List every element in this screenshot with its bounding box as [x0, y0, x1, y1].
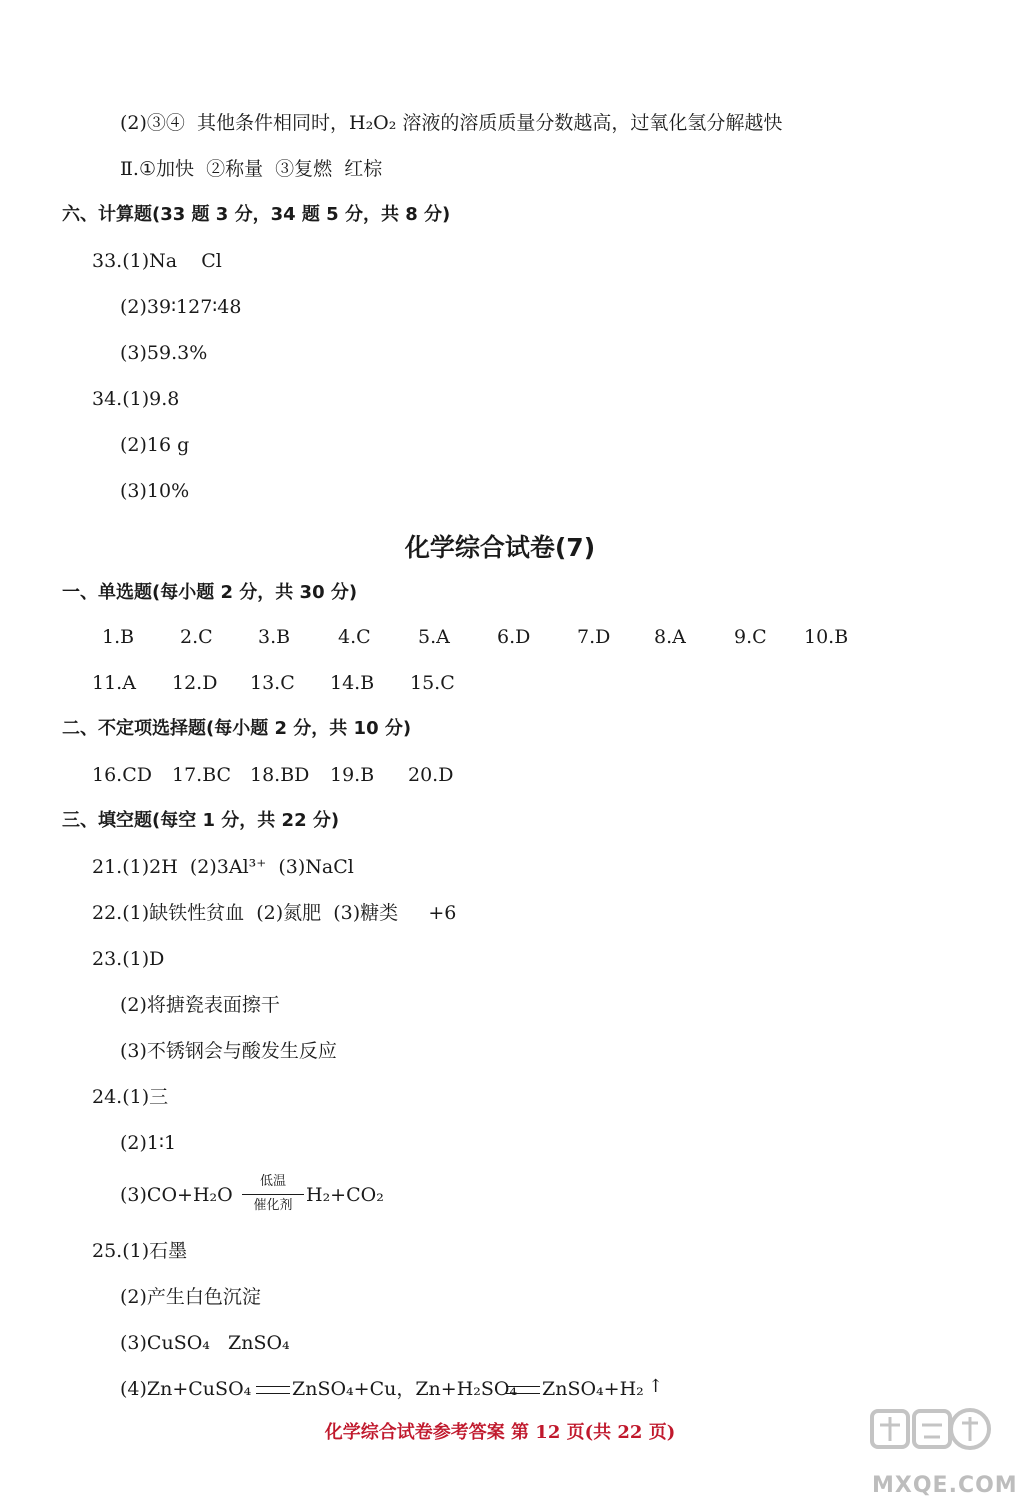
answer-line: 33.(1)Na Cl: [92, 250, 222, 272]
equation-right: H₂+CO₂: [306, 1184, 384, 1206]
reaction-condition-top: 低温: [259, 1174, 286, 1189]
answer-item: 4.C: [338, 626, 371, 648]
answer-line: 21.(1)2H (2)3Al³⁺ (3)NaCl: [92, 856, 354, 878]
answer-item: 20.D: [408, 764, 454, 786]
paper-title: 化学综合试卷(7): [404, 533, 596, 562]
watermark-text: MXQE.COM: [872, 1473, 1018, 1498]
answer-line: 22.(1)缺铁性贫血 (2)氮肥 (3)糖类 +6: [92, 902, 457, 924]
answer-item: 17.BC: [172, 764, 232, 786]
gas-arrow-icon: ↑: [648, 1376, 664, 1397]
answer-item: 3.B: [258, 626, 291, 648]
answer-line: (3)CuSO₄ ZnSO₄: [120, 1332, 290, 1354]
answer-line: 23.(1)D: [92, 948, 165, 970]
answer-line: (2)产生白色沉淀: [120, 1286, 261, 1308]
answer-line: (2)③④ 其他条件相同时，H₂O₂ 溶液的溶质质量分数越高，过氧化氢分解越快: [120, 112, 783, 134]
answer-line: (3)不锈钢会与酸发生反应: [120, 1040, 337, 1062]
answer-item: 14.B: [330, 672, 375, 694]
answer-line: 24.(1)三: [92, 1086, 169, 1108]
answer-item: 12.D: [172, 672, 218, 694]
answer-item: 10.B: [804, 626, 849, 648]
section-header: 六、计算题(33 题 3 分，34 题 5 分，共 8 分): [62, 204, 451, 225]
answer-item: 15.C: [410, 672, 455, 694]
answer-line: 25.(1)石墨: [92, 1240, 188, 1262]
page-footer: 化学综合试卷参考答案 第 12 页(共 22 页): [324, 1422, 676, 1443]
answer-line: (3)59.3%: [120, 342, 208, 364]
answer-line: (2)将搪瓷表面擦干: [120, 994, 280, 1016]
answer-item: 11.A: [92, 672, 136, 694]
equation-part: ZnSO₄+Cu，Zn+H₂SO₄: [292, 1378, 518, 1400]
section-header: 二、不定项选择题(每小题 2 分，共 10 分): [62, 718, 412, 739]
section-header: 三、填空题(每空 1 分，共 22 分): [62, 810, 340, 831]
answer-line: (2)39∶127∶48: [120, 296, 242, 318]
answer-item: 5.A: [418, 626, 450, 648]
answer-item: 7.D: [577, 626, 611, 648]
reaction-condition-bottom: 催化剂: [253, 1198, 293, 1213]
answer-item: 13.C: [250, 672, 295, 694]
equals-bar: [256, 1386, 290, 1394]
watermark-logo: [866, 1403, 1018, 1498]
answer-item: 18.BD: [250, 764, 310, 786]
reaction-arrow-bar: [242, 1194, 304, 1195]
answer-line: (3)10%: [120, 480, 190, 502]
answer-item: 1.B: [102, 626, 135, 648]
equals-bar: [506, 1386, 540, 1394]
answer-line: 34.(1)9.8: [92, 388, 180, 410]
section-header: 一、单选题(每小题 2 分，共 30 分): [62, 582, 358, 603]
answer-item: 16.CD: [92, 764, 152, 786]
answer-item: 6.D: [497, 626, 531, 648]
equation-part: (4)Zn+CuSO₄: [120, 1378, 252, 1400]
watermark-icon: [866, 1403, 996, 1473]
answer-item: 9.C: [734, 626, 767, 648]
answer-item: 8.A: [654, 626, 686, 648]
answer-line: (2)1∶1: [120, 1132, 177, 1154]
answer-line: Ⅱ.①加快 ②称量 ③复燃 红棕: [120, 158, 383, 180]
answer-item: 2.C: [180, 626, 213, 648]
answer-item: 19.B: [330, 764, 375, 786]
answer-line: (2)16 g: [120, 434, 190, 456]
equation-part: ZnSO₄+H₂: [542, 1378, 644, 1400]
equation-left: (3)CO+H₂O: [120, 1184, 233, 1206]
